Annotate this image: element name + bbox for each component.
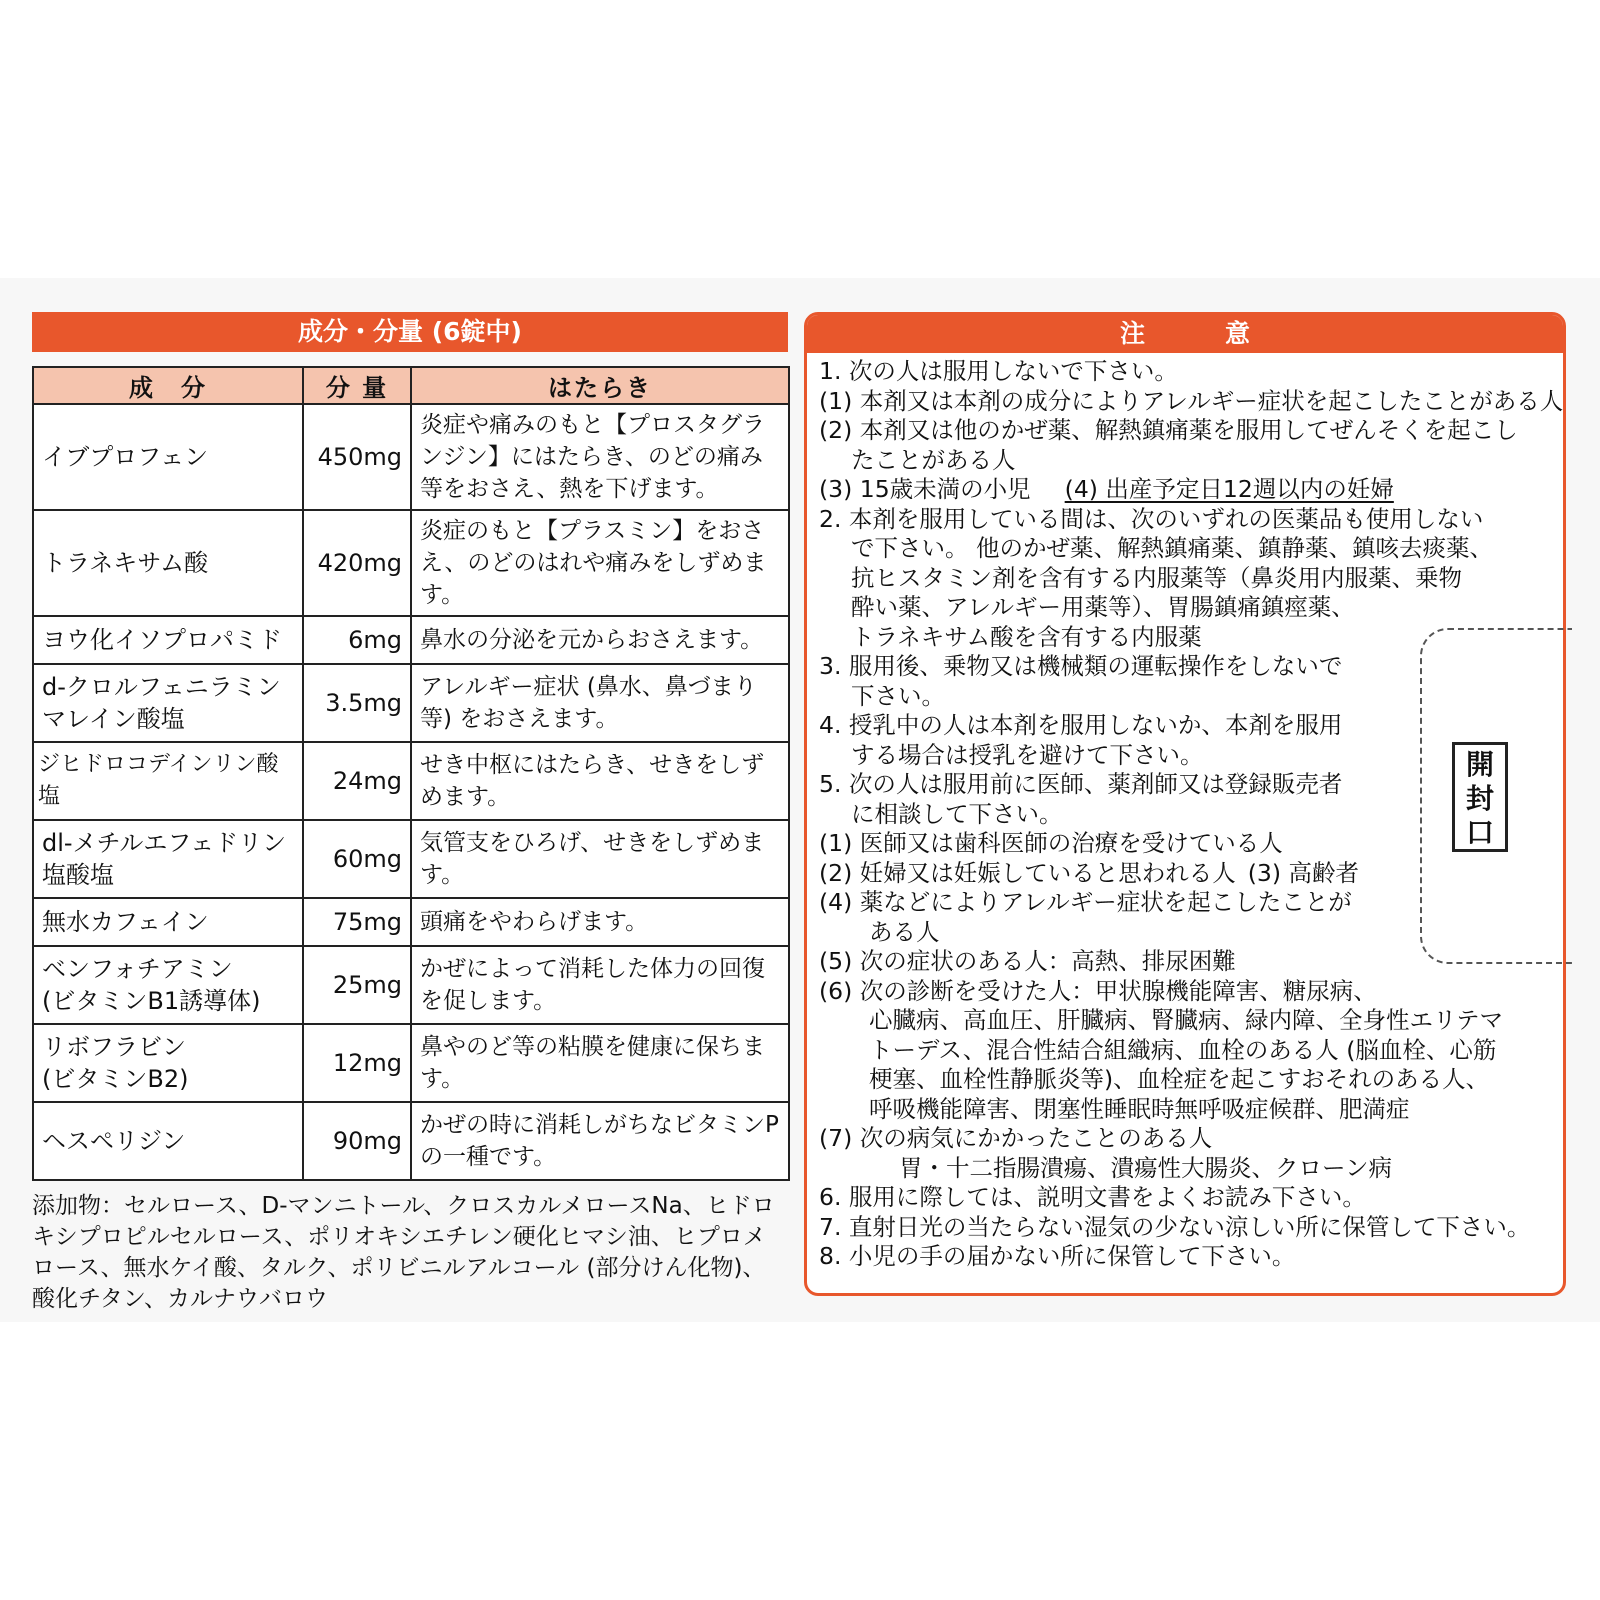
ingredient-name: 無水カフェイン — [33, 898, 303, 946]
caution-line: (3) 高齢者 — [1247, 858, 1360, 887]
caution-line: 7. 直射日光の当たらない湿気の少ない涼しい所に保管して下さい。 — [819, 1212, 1531, 1241]
table-row — [33, 1024, 789, 1102]
caution-line: (5) 次の症状のある人：高熱、排尿困難 — [819, 947, 1236, 975]
ingredient-function: アレルギー症状 (鼻水、鼻づまり等) をおさえます。 — [411, 664, 789, 742]
additives-text: 添加物：セルロース、D-マンニトール、クロスカルメロースNa、ヒドロキシプロピルセルロース、ポリオキシエチレン硬化ヒマシ油、ヒプロメロース、無水ケイ酸、タルク、ポリビニルアルコール (部分けん化物)、酸化チタン、カルナウバロウ — [32, 1193, 775, 1312]
caution-line: 2. 本剤を服用している間は、次のいずれの医薬品も使用しない — [819, 504, 1484, 533]
caution-line: する場合は授乳を避けて下さい。 — [851, 740, 1204, 769]
caution-line: (4) 出産予定日12週以内の妊婦 — [1064, 475, 1394, 503]
opening-label — [1452, 742, 1508, 852]
table-row — [33, 742, 789, 820]
ingredient-amount: 12mg — [303, 1024, 411, 1102]
column-header-function: はたらき — [411, 367, 789, 404]
caution-line: (2) 本剤又は他のかぜ薬、解熱鎮痛薬を服用してぜんそくを起こし — [819, 416, 1518, 444]
ingredient-name: イブプロフェン — [33, 404, 303, 510]
ingredient-amount: 3.5mg — [303, 664, 411, 742]
ingredient-name: ヘスペリジン — [33, 1102, 303, 1180]
table-row — [33, 404, 789, 510]
ingredient-name: トラネキサム酸 — [33, 510, 303, 616]
ingredient-function: 鼻水の分泌を元からおさえます。 — [411, 616, 789, 664]
caution-line: 下さい。 — [851, 681, 945, 710]
caution-line: (6) 次の診断を受けた人：甲状腺機能障害、糖尿病、 — [819, 976, 1377, 1005]
ingredient-function: 頭痛をやわらげます。 — [411, 898, 789, 946]
opening-label-text: 開封口 — [1465, 748, 1494, 849]
ingredient-amount: 90mg — [303, 1102, 411, 1180]
table-row — [33, 820, 789, 898]
caution-line: 胃・十二指腸潰瘍、潰瘍性大腸炎、クローン病 — [899, 1153, 1393, 1182]
caution-line: 心臓病、高血圧、肝臓病、腎臓病、緑内障、全身性エリテマ — [869, 1006, 1504, 1034]
caution-line: (1) 医師又は歯科医師の治療を受けている人 — [819, 829, 1283, 857]
ingredient-function: 鼻やのど等の粘膜を健康に保ちます。 — [411, 1024, 789, 1102]
ingredient-name: d-クロルフェニラミン マレイン酸塩 — [33, 664, 303, 742]
ingredient-amount: 24mg — [303, 742, 411, 820]
caution-line: たことがある人 — [851, 445, 1016, 474]
caution-line: 1. 次の人は服用しないで下さい。 — [819, 357, 1178, 385]
table-row — [33, 664, 789, 742]
column-header-amount: 分 量 — [303, 367, 411, 404]
ingredient-name: dl-メチルエフェドリン 塩酸塩 — [33, 820, 303, 898]
caution-line: 梗塞、血栓性静脈炎等)、血栓症を起こすおそれのある人、 — [869, 1065, 1490, 1093]
caution-line: 抗ヒスタミン剤を含有する内服薬等（鼻炎用内服薬、乗物 — [851, 563, 1462, 592]
ingredient-name: ジヒドロコデインリン酸塩 — [33, 742, 303, 820]
ingredient-amount: 420mg — [303, 510, 411, 616]
ingredient-function: かぜによって消耗した体力の回復を促します。 — [411, 946, 789, 1024]
ingredient-amount: 75mg — [303, 898, 411, 946]
caution-line-group — [819, 475, 1551, 505]
caution-line: (7) 次の病気にかかったことのある人 — [819, 1124, 1213, 1152]
ingredients-table — [32, 366, 790, 1181]
ingredient-function: かぜの時に消耗しがちなビタミンPの一種です。 — [411, 1102, 789, 1180]
ingredient-name: リボフラビン (ビタミンB2) — [33, 1024, 303, 1102]
table-row — [33, 510, 789, 616]
caution-header: 注意 — [807, 315, 1563, 353]
table-row — [33, 898, 789, 946]
caution-line: トラネキサム酸を含有する内服薬 — [851, 622, 1202, 651]
caution-line: に相談して下さい。 — [851, 799, 1063, 828]
ingredient-function: せき中枢にはたらき、せきをしずめます。 — [411, 742, 789, 820]
ingredient-function: 炎症のもと【プラスミン】をおさえ、のどのはれや痛みをしずめます。 — [411, 510, 789, 616]
caution-line: 8. 小児の手の届かない所に保管して下さい。 — [819, 1242, 1296, 1270]
caution-line: (2) 妊婦又は妊娠していると思われる人 — [819, 858, 1236, 887]
ingredient-amount: 6mg — [303, 616, 411, 664]
ingredient-amount: 25mg — [303, 946, 411, 1024]
ingredients-section — [32, 312, 788, 1315]
caution-line: (4) 薬などによりアレルギー症状を起こしたことが — [819, 888, 1352, 916]
caution-line: 呼吸機能障害、閉塞性睡眠時無呼吸症候群、肥満症 — [869, 1094, 1410, 1123]
table-row — [33, 1102, 789, 1180]
caution-line: トーデス、混合性結合組織病、血栓のある人 (脳血栓、心筋 — [869, 1035, 1497, 1064]
column-header-ingredient: 成 分 — [33, 367, 303, 404]
caution-line: 3. 服用後、乗物又は機械類の運転操作をしないで — [819, 652, 1343, 680]
ingredients-header: 成分・分量 (6錠中) — [32, 312, 788, 352]
ingredient-function: 気管支をひろげ、せきをしずめます。 — [411, 820, 789, 898]
ingredient-amount: 60mg — [303, 820, 411, 898]
caution-line: (1) 本剤又は本剤の成分によりアレルギー症状を起こしたことがある人 — [819, 386, 1564, 415]
caution-line: ある人 — [869, 917, 940, 946]
caution-line: 酔い薬、アレルギー用薬等）、胃腸鎮痛鎮痙薬、 — [851, 593, 1355, 621]
caution-line: 5. 次の人は服用前に医師、薬剤師又は登録販売者 — [819, 770, 1343, 798]
ingredient-amount: 450mg — [303, 404, 411, 510]
caution-line: 6. 服用に際しては、説明文書をよくお読み下さい。 — [819, 1183, 1366, 1211]
ingredient-name: ベンフォチアミン (ビタミンB1誘導体) — [33, 946, 303, 1024]
caution-line: (3) 15歳未満の小児 — [819, 475, 1031, 503]
caution-line: 4. 授乳中の人は本剤を服用しないか、本剤を服用 — [819, 711, 1343, 739]
table-row — [33, 616, 789, 664]
table-row — [33, 946, 789, 1024]
ingredient-function: 炎症や痛みのもと【プロスタグランジン】にはたらき、のどの痛み等をおさえ、熱を下げます。 — [411, 404, 789, 510]
ingredient-name: ヨウ化イソプロパミド — [33, 616, 303, 664]
caution-line: で下さい。 他のかぜ薬、解熱鎮痛薬、鎮静薬、鎮咳去痰薬、 — [851, 534, 1493, 562]
